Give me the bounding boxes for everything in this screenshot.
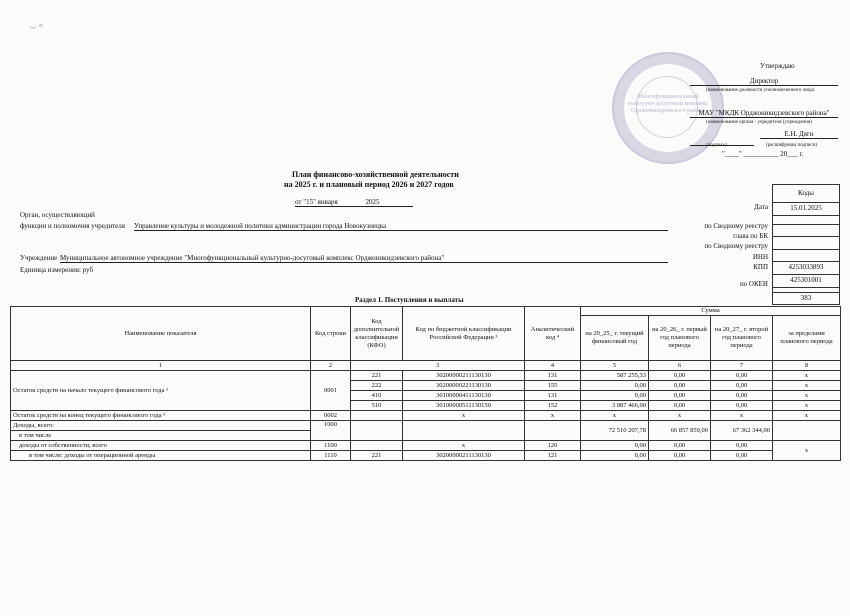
codes-value-glava	[773, 237, 839, 250]
page-title-line2: на 2025 г. и плановый период 2026 и 2027 годов	[284, 180, 454, 189]
income-code: 1000	[311, 421, 351, 441]
cell-kfo: 222	[351, 381, 403, 391]
col-number: 2	[311, 361, 351, 371]
cell-analytic: 155	[525, 381, 581, 391]
th-year3: на 20_27_ г. второй год планового периода	[711, 316, 773, 361]
cell-y2: x	[649, 411, 711, 421]
table-row	[11, 441, 841, 451]
cell-y3: 0,00	[711, 401, 773, 411]
institution-label: Учреждение	[20, 254, 58, 262]
cell-y1: 0,00	[581, 441, 649, 451]
closing-balance-code: 0002	[311, 411, 351, 421]
table-row	[11, 371, 841, 381]
th-name: Наименование показателя	[11, 307, 311, 361]
cell-bk: 30200000221130130	[403, 381, 525, 391]
approval-heading: Утверждаю	[760, 62, 795, 70]
col-number: 4	[525, 361, 581, 371]
cell-y2: 0,00	[649, 381, 711, 391]
unit-label: Единица измерения: руб	[20, 266, 94, 274]
income-incl-label: в том числе	[11, 431, 311, 441]
rent-name: в том числе: доходы от операционной аренды	[11, 451, 311, 461]
cell-y1: 0,00	[581, 391, 649, 401]
cell-beyond: x	[773, 381, 841, 391]
col-number-row	[11, 361, 841, 371]
cell-beyond: x	[773, 411, 841, 421]
cell-y3: 0,00	[711, 391, 773, 401]
table-row	[11, 421, 841, 431]
finance-table	[10, 306, 841, 461]
cell-y2: 0,00	[649, 371, 711, 381]
opening-balance-name: Остаток средств на начало текущего финансового года ⁵	[11, 371, 311, 411]
cell-y3: 0,00	[711, 451, 773, 461]
codes-gap	[773, 216, 839, 225]
cell-y2: 0,00	[649, 391, 711, 401]
cell-bk: 30200000211130130	[403, 371, 525, 381]
cell-kfo	[351, 421, 403, 441]
cell-kfo: 410	[351, 391, 403, 401]
cell-y1: 0,00	[581, 381, 649, 391]
codes-value-reestr2	[773, 250, 839, 263]
codes-label-date: Дата	[754, 203, 768, 211]
col-number: 1	[11, 361, 311, 371]
cell-kfo	[351, 411, 403, 421]
approval-organization-value: МАУ "МКДК Орджоникидзевского района"	[698, 109, 830, 117]
table-header-row-1	[11, 307, 841, 316]
cell-y3: x	[711, 411, 773, 421]
codes-label-kpp: КПП	[753, 263, 768, 271]
approval-date-line: "____" __________ 20___ г.	[722, 150, 804, 158]
cell-kfo: 221	[351, 451, 403, 461]
cell-y1: 3 087 466,00	[581, 401, 649, 411]
approval-position-caption: (наименование должности уполномоченного лица)	[706, 88, 815, 93]
codes-label-inn: ИНН	[752, 253, 768, 261]
document-date	[295, 198, 413, 207]
founder-value-text: Управление культуры и молодежной политики администрации города Новокузнецка	[134, 222, 387, 230]
col-number: 6	[649, 361, 711, 371]
codes-box	[772, 184, 840, 305]
page-title-line1: План финансово-хозяйственной деятельности	[292, 170, 459, 179]
income-y3: 67 362 344,00	[711, 421, 773, 441]
codes-value-reestr1	[773, 225, 839, 238]
cell-beyond	[773, 421, 841, 441]
cell-kfo: 510	[351, 401, 403, 411]
section-title: Раздел 1. Поступления и выплаты	[355, 296, 464, 304]
income-y1: 72 510 207,78	[581, 421, 649, 441]
codes-value-kpp: 425301001	[773, 275, 839, 288]
codes-label-reestr1: по Сводному реестру	[704, 222, 768, 230]
cell-y3: 0,00	[711, 371, 773, 381]
cell-bk: 30200000211130130	[403, 451, 525, 461]
col-number: 5	[581, 361, 649, 371]
signer-name-value: Е.Н. Дягн	[784, 130, 814, 138]
th-kfo: Код дополнительной классификации (КФО)	[351, 307, 403, 361]
institution-value-text: Муниципальное автономное учреждение "Многофункциональный культурно-досуговый комплекс Орджоникидзевского района"	[60, 254, 445, 262]
th-analytic: Аналитический код ⁴	[525, 307, 581, 361]
opening-balance-code: 0001	[311, 371, 351, 411]
cell-beyond: x	[773, 441, 841, 461]
organ-label: Орган, осуществляющий	[20, 211, 95, 219]
cell-beyond: x	[773, 391, 841, 401]
cell-bk: 30100000411130130	[403, 391, 525, 401]
codes-label-okei: по ОКЕИ	[739, 280, 768, 288]
cell-beyond: x	[773, 371, 841, 381]
th-sum: Сумма	[581, 307, 841, 316]
founder-value	[134, 222, 668, 231]
cell-bk	[403, 421, 525, 441]
cell-analytic: 120	[525, 441, 581, 451]
cell-analytic	[525, 421, 581, 441]
codes-label-glava: глава по БК	[733, 232, 768, 240]
cell-y1: 587 255,33	[581, 371, 649, 381]
document-date-prefix: от "15" января	[295, 198, 338, 206]
closing-balance-name: Остаток средств на конец текущего финансового года ⁵	[11, 411, 311, 421]
cell-y3: 0,00	[711, 441, 773, 451]
th-year2: на 20_26_ г. первый год планового периода	[649, 316, 711, 361]
founder-label: функции и полномочия учредителя	[20, 222, 125, 230]
col-number: 7	[711, 361, 773, 371]
col-number: 8	[773, 361, 841, 371]
th-year1: на 20_25_ г. текущий финансовый год	[581, 316, 649, 361]
income-name: Доходы, всего:	[11, 421, 311, 431]
institution-value	[60, 254, 668, 263]
cell-bk: x	[403, 411, 525, 421]
cell-analytic: 152	[525, 401, 581, 411]
cell-y2: 0,00	[649, 441, 711, 451]
cell-kfo: 221	[351, 371, 403, 381]
cell-analytic: 131	[525, 391, 581, 401]
cell-beyond: x	[773, 401, 841, 411]
signature-caption: (подпись)	[706, 143, 727, 148]
cell-y2: 0,00	[649, 451, 711, 461]
codes-value-date: 15.01.2025	[773, 203, 839, 216]
income-y2: 66 857 859,00	[649, 421, 711, 441]
cell-bk: x	[403, 441, 525, 451]
corner-mark: ~ °	[30, 22, 44, 34]
cell-y3: 0,00	[711, 381, 773, 391]
approval-organization	[690, 109, 838, 118]
cell-y2: 0,00	[649, 401, 711, 411]
codes-header: Коды	[773, 185, 839, 203]
cell-kfo	[351, 441, 403, 451]
codes-value-inn: 4253033893	[773, 262, 839, 275]
approval-position-value: Директор	[749, 77, 779, 85]
own-income-name: доходы от собственности, всего	[11, 441, 311, 451]
table-row	[11, 411, 841, 421]
th-beyond: за пределами планового периода	[773, 316, 841, 361]
table-row	[11, 451, 841, 461]
document-date-year: 2025	[365, 198, 380, 206]
signer-caption: (расшифровка подписи)	[766, 143, 818, 148]
cell-y1: 0,00	[581, 451, 649, 461]
codes-label-reestr2: по Сводному реестру	[704, 242, 768, 250]
cell-bk: 30100000511130150	[403, 401, 525, 411]
col-number: 3	[351, 361, 525, 371]
approval-position	[690, 77, 838, 86]
th-bk: Код по бюджетной классификации Российской Федерации ³	[403, 307, 525, 361]
rent-code: 1110	[311, 451, 351, 461]
cell-y1: x	[581, 411, 649, 421]
own-income-code: 1100	[311, 441, 351, 451]
cell-analytic: x	[525, 411, 581, 421]
th-line-code: Код строки	[311, 307, 351, 361]
approval-organization-caption: (наименование органа - учредителя (учреждения)	[706, 120, 812, 125]
cell-analytic: 121	[525, 451, 581, 461]
codes-value-okei: 383	[800, 293, 812, 302]
cell-analytic: 131	[525, 371, 581, 381]
stamp-text: Многофункциональный культурно-досуговый комплекс Орджоникидзевского района	[627, 94, 709, 114]
signer-name	[760, 130, 838, 139]
